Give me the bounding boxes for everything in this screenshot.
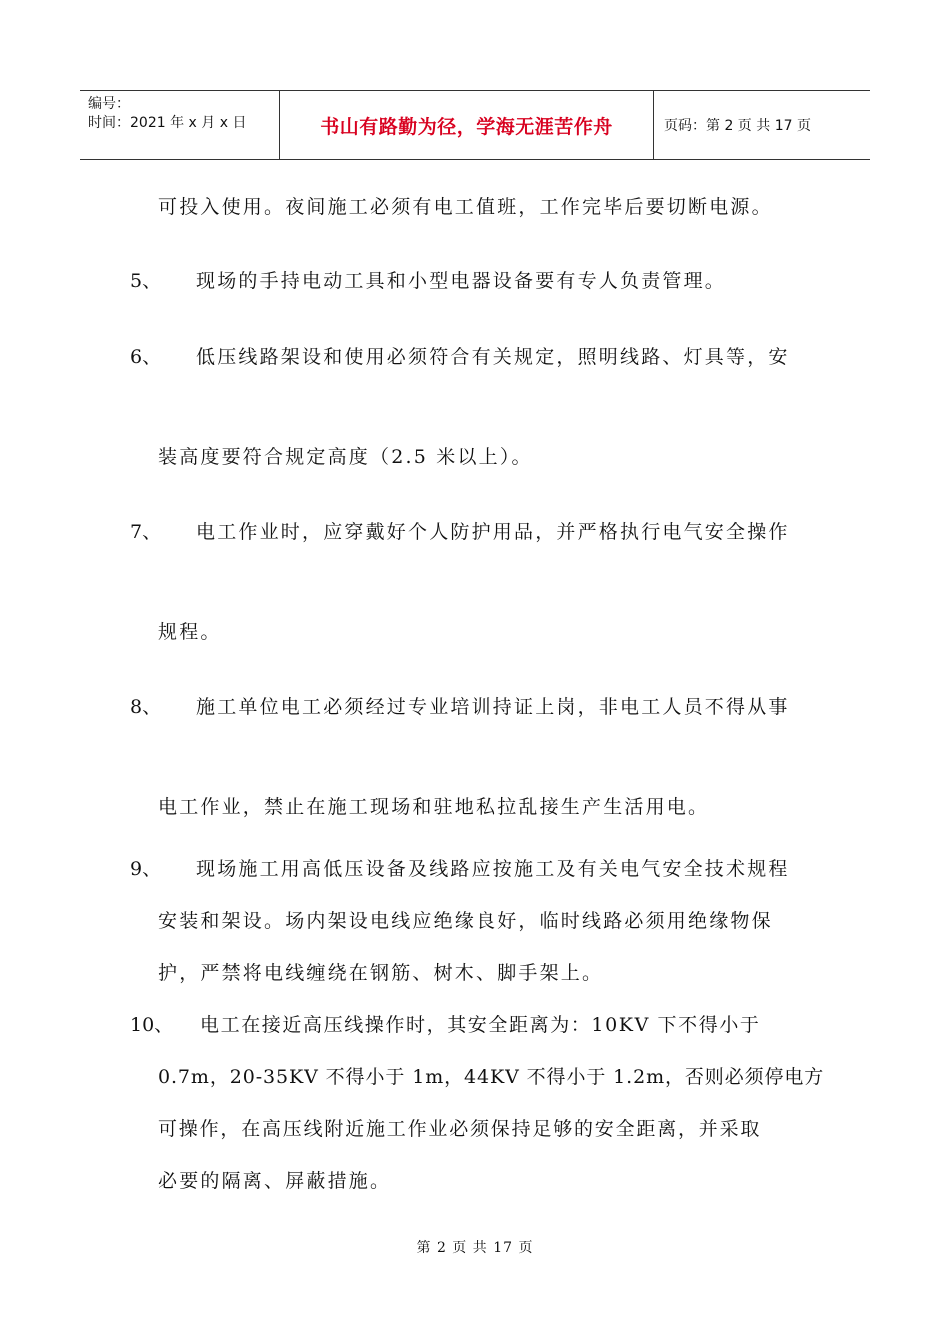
page-footer: 第 2 页 共 17 页	[416, 1240, 534, 1256]
item-number: 8、	[130, 696, 162, 718]
item-number: 7、	[130, 521, 162, 543]
header-page-info: 页码：第 2 页 共 17 页	[664, 118, 811, 134]
item-line: 施工单位电工必须经过专业培训持证上岗，非电工人员不得从事	[196, 696, 790, 718]
item-number: 10、	[130, 1014, 174, 1036]
page-header	[80, 90, 870, 160]
item-line: 现场的手持电动工具和小型电器设备要有专人负责管理。	[196, 270, 727, 292]
item-number: 6、	[130, 346, 162, 368]
item-line: 装高度要符合规定高度（2.5 米以上）。	[158, 446, 533, 468]
number-label: 编号：	[88, 96, 130, 112]
item-line: 规程。	[158, 621, 222, 643]
item-line: 安装和架设。场内架设电线应绝缘良好，临时线路必须用绝缘物保	[158, 910, 773, 932]
item-number: 9、	[130, 858, 162, 880]
item-line: 低压线路架设和使用必须符合有关规定，照明线路、灯具等，安	[196, 346, 790, 368]
item-line: 电工在接近高压线操作时，其安全距离为：10KV 下不得小于	[200, 1014, 761, 1036]
item-line: 0.7m，20-35KV 不得小于 1m，44KV 不得小于 1.2m，否则必须停电方	[158, 1066, 825, 1088]
item-line: 必要的隔离、屏蔽措施。	[158, 1170, 392, 1192]
item-line: 现场施工用高低压设备及线路应按施工及有关电气安全技术规程	[196, 858, 790, 880]
item-line: 可操作，在高压线附近施工作业必须保持足够的安全距离，并采取	[158, 1118, 762, 1140]
header-meta	[80, 91, 280, 159]
item-line: 电工作业时，应穿戴好个人防护用品，并严格执行电气安全操作	[196, 521, 790, 543]
time-label: 时间：2021 年 x 月 x 日	[88, 115, 247, 131]
intro-line: 可投入使用。夜间施工必须有电工值班，工作完毕后要切断电源。	[158, 196, 773, 218]
item-line: 电工作业，禁止在施工现场和驻地私拉乱接生产生活用电。	[158, 796, 710, 818]
item-line: 护，严禁将电线缠绕在钢筋、树木、脚手架上。	[158, 962, 604, 984]
header-motto: 书山有路勤为径，学海无涯苦作舟	[280, 91, 654, 159]
item-number: 5、	[130, 270, 162, 292]
